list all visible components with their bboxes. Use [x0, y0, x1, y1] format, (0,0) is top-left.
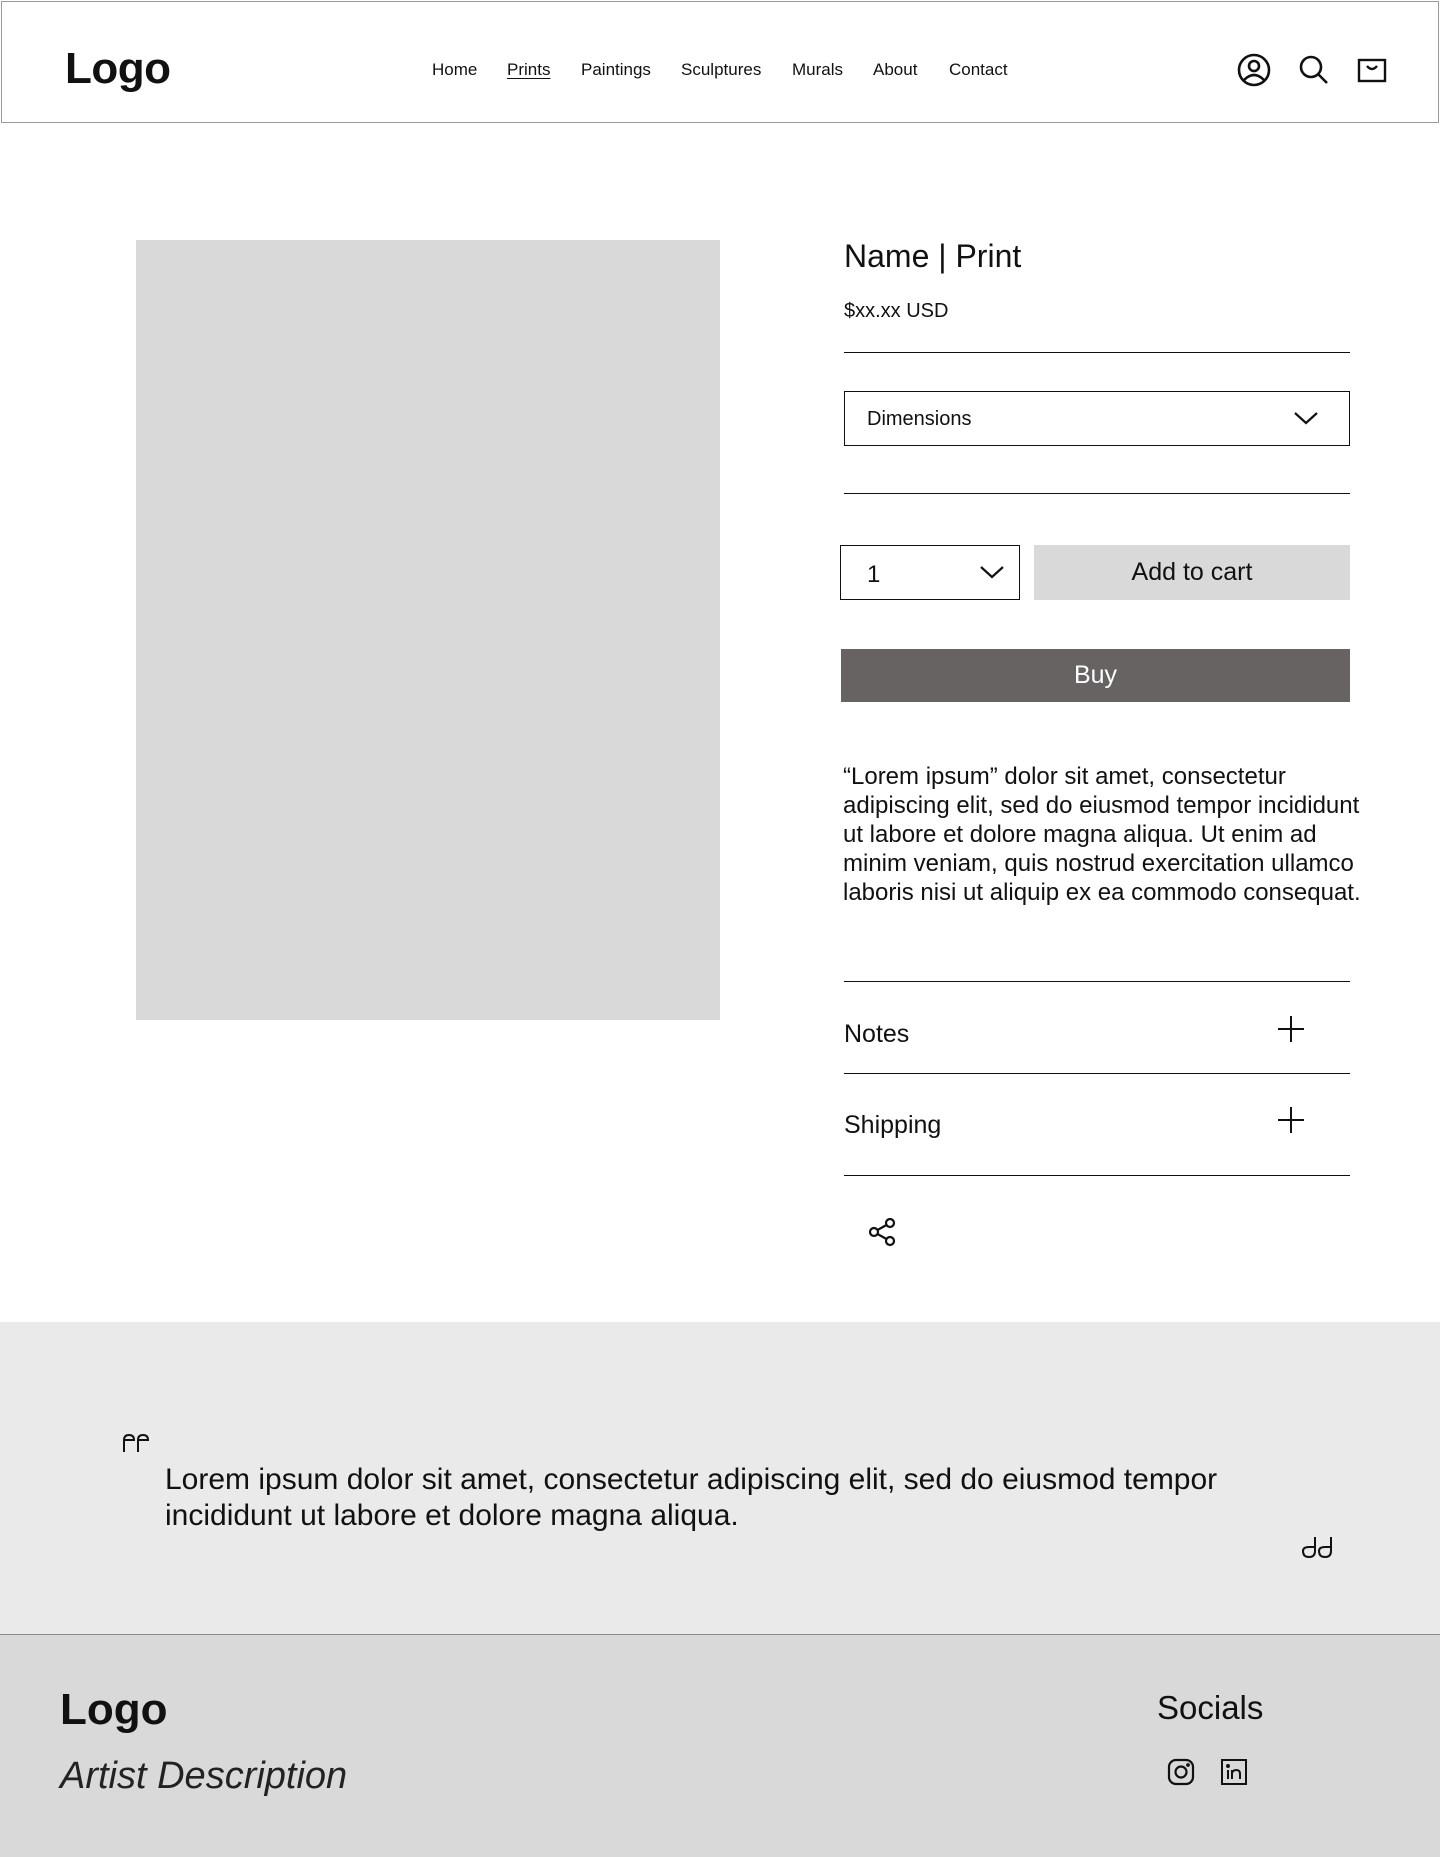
- nav-sculptures[interactable]: Sculptures: [681, 60, 762, 79]
- chevron-down-icon: [979, 564, 1005, 585]
- dimensions-select[interactable]: [844, 391, 1350, 446]
- product-image-placeholder[interactable]: [136, 240, 720, 1020]
- socials-heading: Socials: [1157, 1689, 1264, 1726]
- account-icon[interactable]: [1236, 52, 1272, 88]
- linkedin-icon[interactable]: [1219, 1757, 1249, 1787]
- testimonial-section: [0, 1322, 1440, 1634]
- nav-contact[interactable]: Contact: [949, 60, 1008, 79]
- nav-paintings[interactable]: Paintings: [581, 60, 651, 79]
- dimensions-label: Dimensions: [867, 408, 972, 430]
- accordion-shipping-label[interactable]: Shipping: [844, 1111, 942, 1139]
- divider: [844, 352, 1350, 353]
- product-description: “Lorem ipsum” dolor sit amet, consectetur adipiscing elit, sed do eiusmod tempor incididunt ut labore et dolore magna aliqua. Ut enim ad minim veniam, quis nostrud exercitation ullamco laboris nisi ut aliquip ex ea commodo consequat.: [843, 763, 1361, 906]
- divider: [844, 493, 1350, 494]
- product-title: Name | Print: [844, 238, 1022, 274]
- quote-open-icon: [121, 1432, 151, 1461]
- nav-home[interactable]: Home: [432, 60, 478, 79]
- plus-icon[interactable]: [1276, 1105, 1306, 1135]
- share-icon[interactable]: [866, 1216, 898, 1248]
- quantity-select[interactable]: [840, 545, 1020, 600]
- accordion-notes-label[interactable]: Notes: [844, 1020, 910, 1048]
- divider: [844, 1175, 1350, 1176]
- quantity-value: 1: [867, 561, 881, 588]
- plus-icon[interactable]: [1276, 1014, 1306, 1044]
- chevron-down-icon: [1293, 410, 1319, 431]
- artist-description: Artist Description: [60, 1755, 348, 1797]
- site-header: [1, 1, 1439, 123]
- buy-button[interactable]: Buy: [841, 649, 1350, 702]
- search-icon[interactable]: [1296, 52, 1332, 88]
- header-logo[interactable]: Logo: [65, 44, 171, 93]
- nav-murals[interactable]: Murals: [792, 60, 844, 79]
- product-price: $xx.xx USD: [844, 300, 949, 322]
- cart-icon[interactable]: [1354, 52, 1390, 88]
- site-footer: [0, 1634, 1440, 1857]
- add-to-cart-button[interactable]: Add to cart: [1034, 545, 1350, 600]
- testimonial-quote: Lorem ipsum dolor sit amet, consectetur adipiscing elit, sed do eiusmod tempor incididunt ut labore et dolore magna aliqua.: [165, 1463, 1218, 1532]
- instagram-icon[interactable]: [1166, 1757, 1196, 1787]
- divider: [844, 1073, 1350, 1074]
- nav-prints[interactable]: Prints: [507, 60, 551, 79]
- footer-logo[interactable]: Logo: [60, 1685, 168, 1734]
- divider: [844, 981, 1350, 982]
- nav-about[interactable]: About: [873, 60, 918, 79]
- quote-close-icon: [1299, 1533, 1335, 1566]
